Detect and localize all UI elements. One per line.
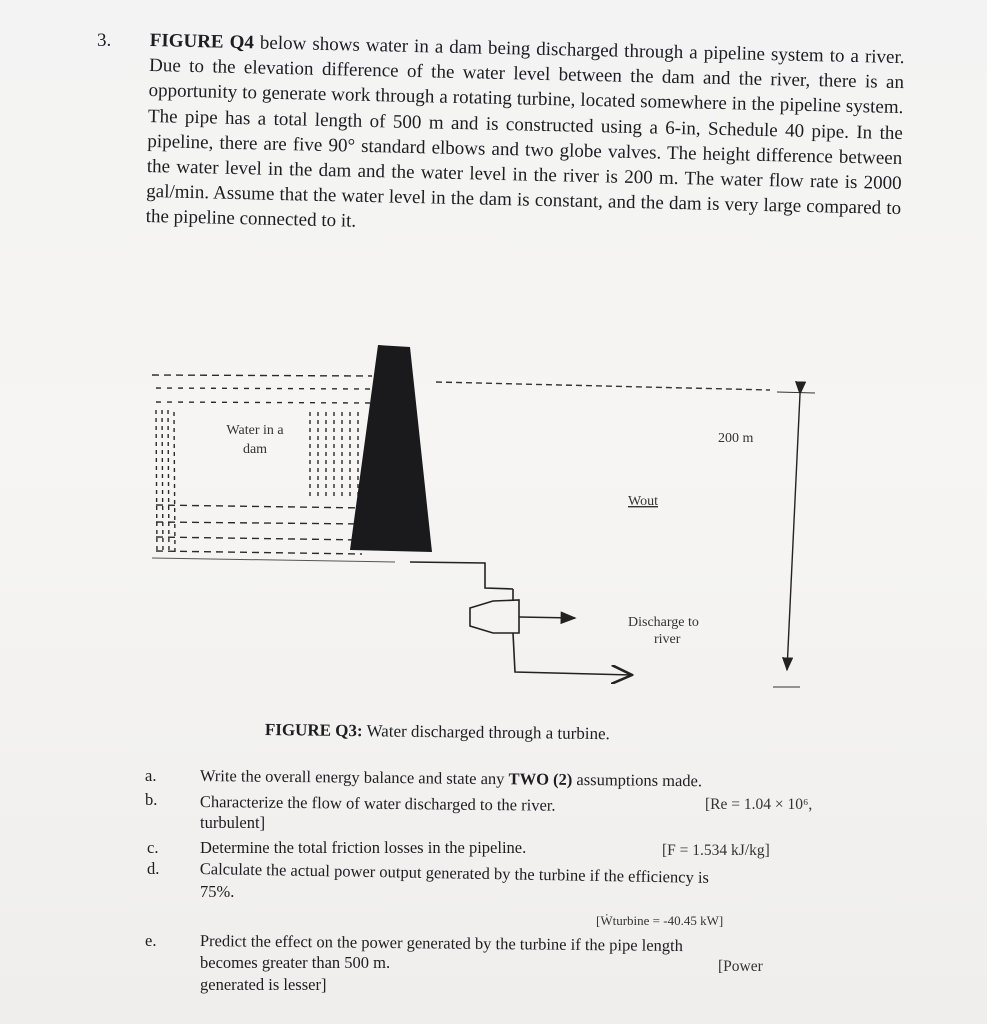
question-intro	[145, 28, 904, 247]
part-a-body-2: assumptions made.	[572, 769, 703, 791]
part-e-answer: [Power	[718, 958, 763, 975]
water-label-2: dam	[242, 442, 268, 457]
dam-turbine-figure	[0, 330, 987, 720]
turbine	[470, 600, 519, 633]
caption-label: FIGURE Q3:	[264, 720, 363, 741]
part-e-answer-2: generated is lesser]	[200, 975, 327, 994]
part-c-text: Determine the total friction losses in the pipeline.	[200, 838, 527, 857]
part-a-label: a.	[145, 766, 157, 785]
dam-water-hatching	[152, 375, 372, 554]
part-a-body: Write the overall energy balance and state any	[199, 766, 505, 789]
part-b-text: Characterize the flow of water discharged to the river.	[199, 792, 556, 815]
discharge-label-1: Discharge to	[628, 615, 699, 630]
dim-top-tick	[777, 392, 815, 393]
part-c-answer: [F = 1.534 kJ/kg]	[662, 842, 770, 859]
discharge-label-2: river	[654, 632, 681, 647]
question-number: 3.	[97, 30, 112, 51]
water-label-1: Water in a	[226, 423, 284, 438]
part-b-answer: [Re = 1.04 × 10⁶,	[705, 796, 813, 813]
part-e-text-2: becomes greater than 500 m.	[200, 953, 391, 972]
part-d-text: Calculate the actual power output generated by the turbine if the efficiency is	[199, 859, 710, 887]
dam-floor-line	[152, 558, 395, 562]
part-d-label: d.	[147, 859, 160, 878]
part-e-text: Predict the effect on the power generated by the turbine if the pipe length	[199, 931, 684, 956]
work-output-arrow	[519, 617, 575, 618]
part-c-label: c.	[147, 838, 159, 857]
discharge-pipe-arrow	[513, 633, 632, 675]
part-b-label: b.	[145, 790, 158, 809]
part-b-answer-2: turbulent]	[200, 813, 266, 832]
figure-caption	[265, 720, 610, 744]
work-out-label: Wout	[628, 494, 658, 509]
figure-reference: FIGURE Q4	[149, 29, 255, 54]
caption-text: Water discharged through a turbine.	[362, 721, 610, 744]
water-level-line	[436, 382, 770, 390]
height-label: 200 m	[718, 431, 754, 446]
part-a-bold: TWO (2)	[508, 769, 573, 789]
part-d-text-2: 75%.	[200, 882, 235, 901]
height-dimension-arrow	[787, 394, 800, 670]
part-e-label: e.	[145, 931, 157, 950]
pipeline	[410, 562, 513, 589]
intro-text: below shows water in a dam being discharged through a pipeline system to a river. Due to the elevation difference of the water level between the dam and the river, there is an opportunity to generate work through a rotating turbine, located somewhere in the pipeline system. The pipe has a total length of 500 m and is constructed using a 6-in, Schedule 40 pipe. In the pipeline, there are five 90° standard elbows and two globe valves. The height difference between the water level in the dam and the water level in the river is 200 m. The water flow rate is 2000 gal/min. Assume that the water level in the dam is constant, and the dam is very large compared to the pipeline connected to it.	[145, 32, 905, 233]
part-d-answer: [Ẇturbine = -40.45 kW]	[596, 913, 724, 928]
